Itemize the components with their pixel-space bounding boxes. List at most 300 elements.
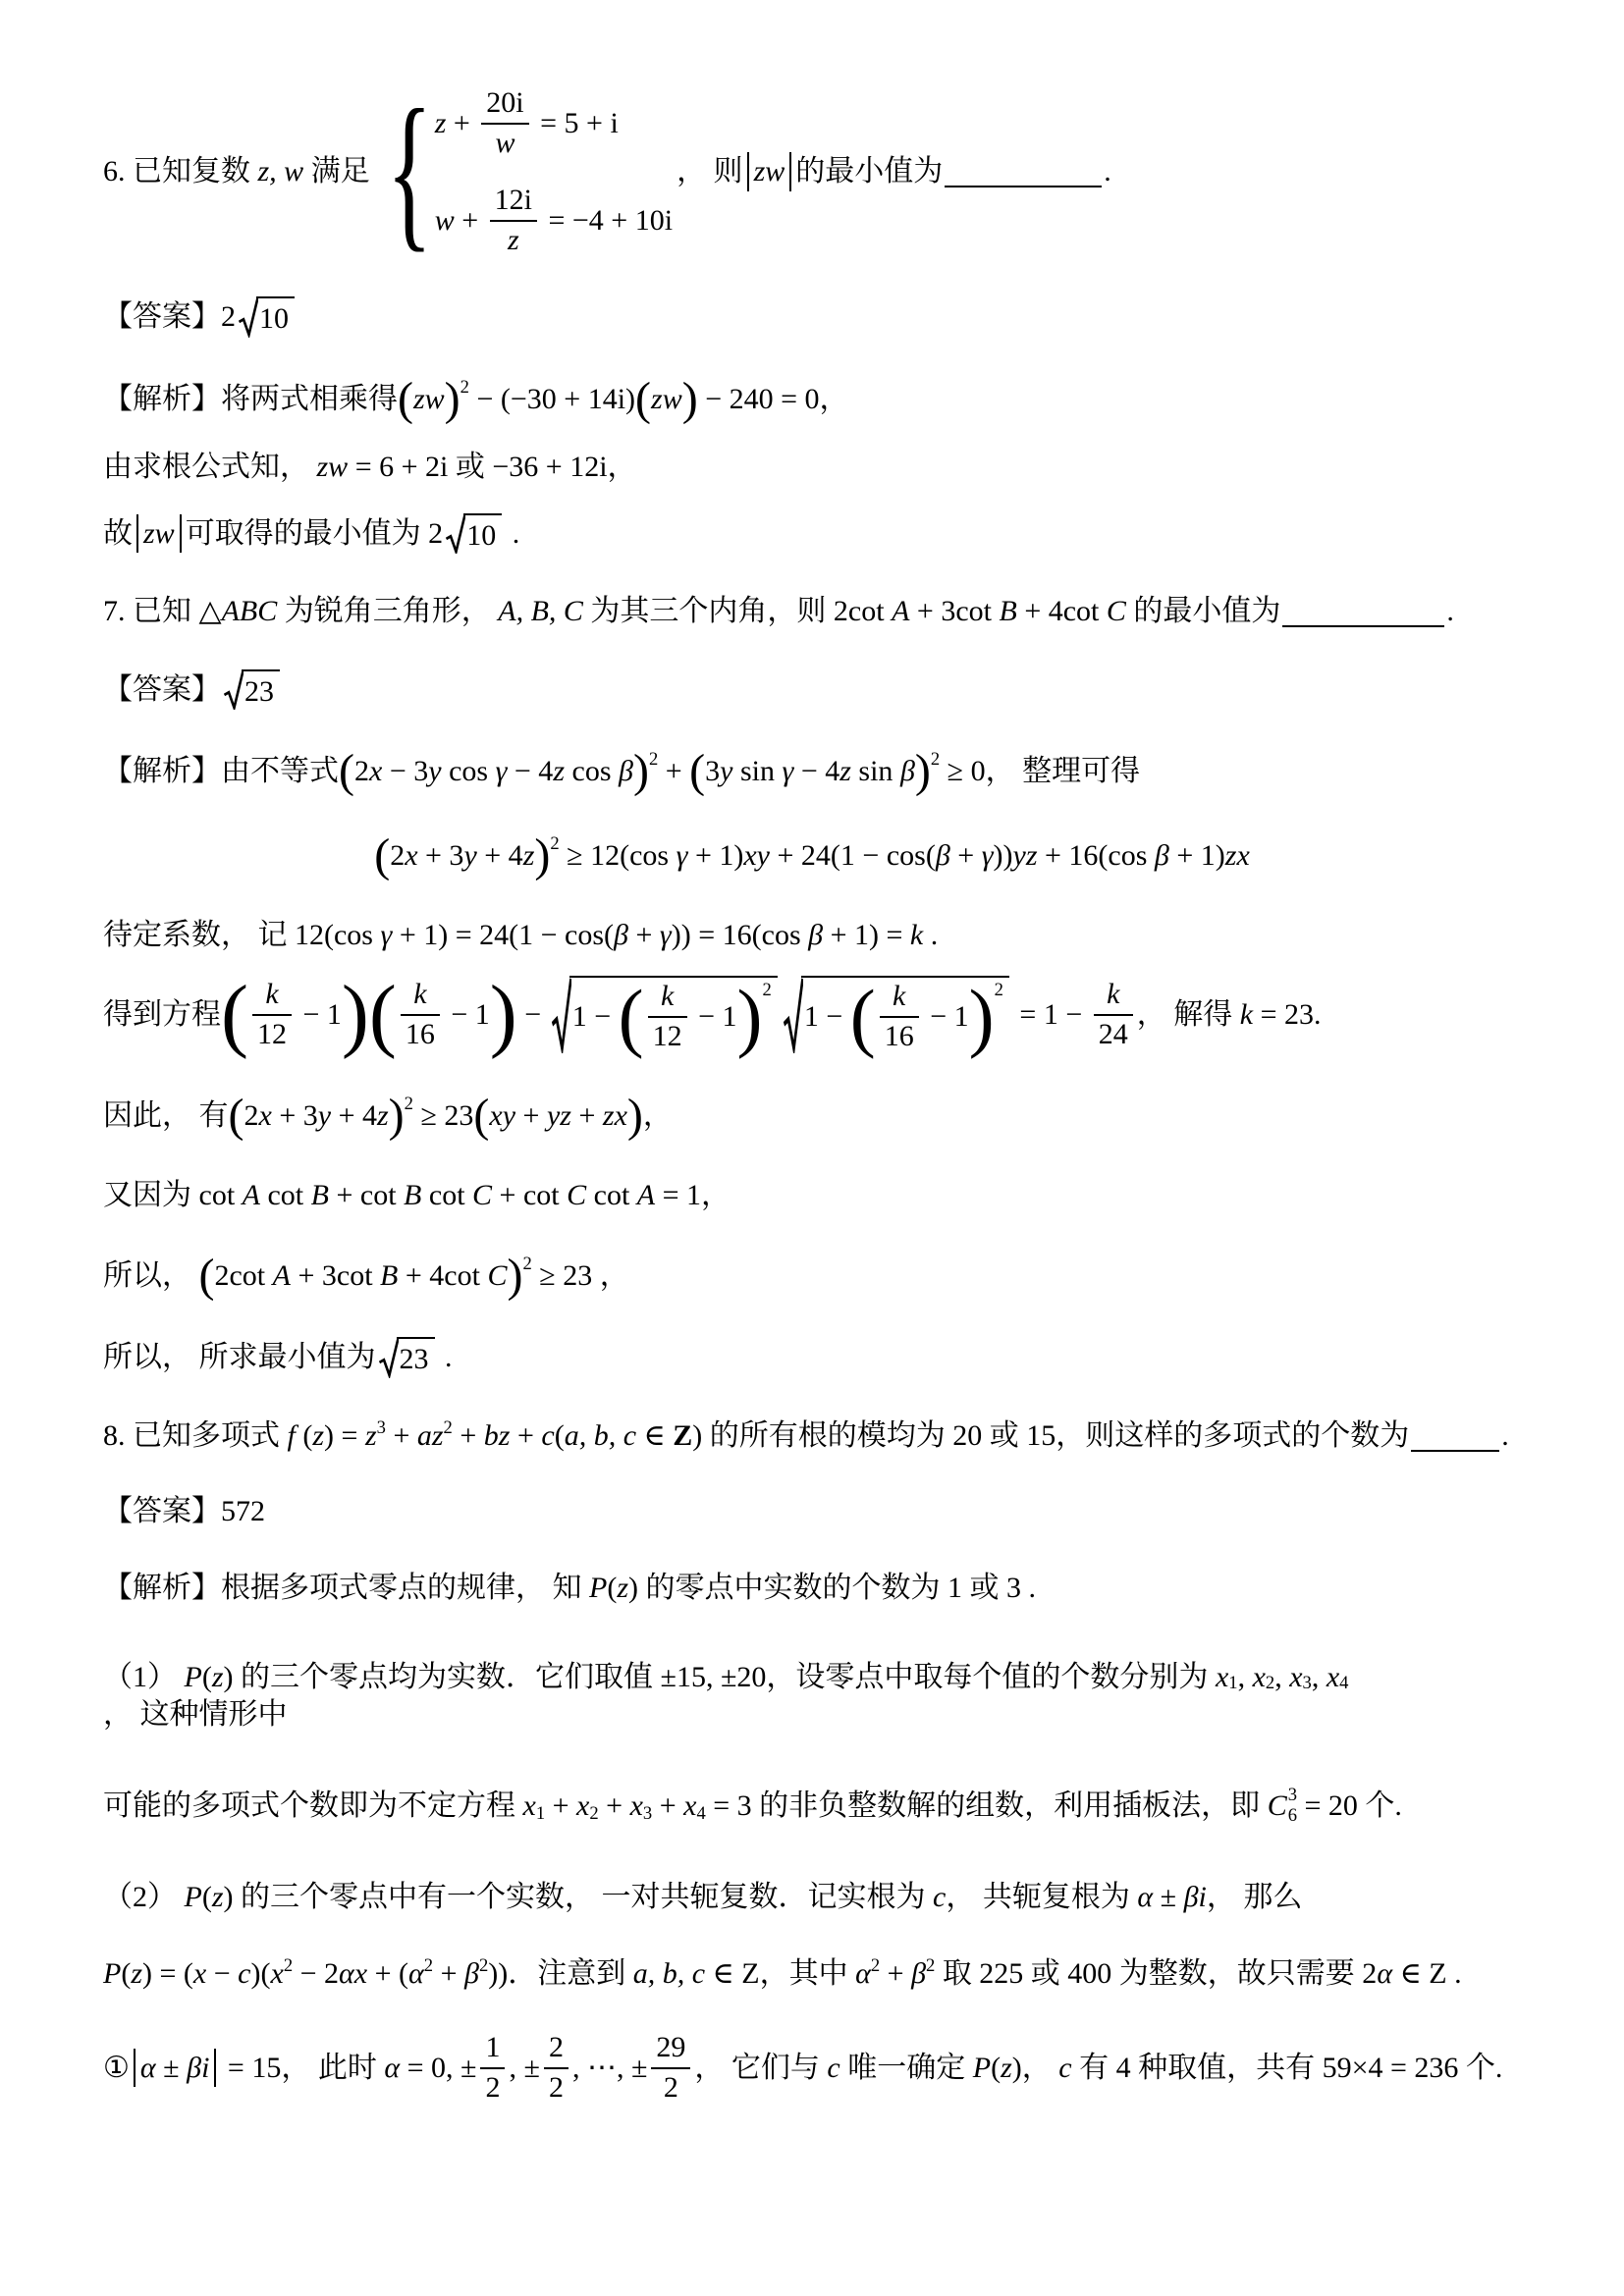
subscript: 1 (535, 1802, 546, 1824)
text: − 3 (382, 755, 429, 788)
text: 满足 (310, 155, 370, 188)
numerator (260, 978, 283, 1012)
text: + (545, 1789, 577, 1822)
left-paren: ( (368, 968, 397, 1060)
text: 2 (548, 2031, 564, 2064)
text: + 1) (1168, 838, 1225, 872)
right-paren: ) (736, 973, 763, 1059)
denominator (880, 1020, 919, 1054)
text: 待定系数， 记 12(cos (103, 919, 381, 952)
text: 的最小值为 (795, 155, 944, 188)
text: 12 (256, 1017, 287, 1050)
text: = 15， 此时 (220, 2051, 385, 2084)
text: + (515, 1098, 547, 1132)
text: 6. 已知复数 (103, 155, 250, 188)
math-variable: γ (659, 919, 672, 952)
abs-content (747, 152, 792, 191)
text: ， 解得 (1136, 997, 1240, 1031)
fraction (481, 86, 528, 160)
text: − (206, 1956, 239, 1990)
text: ≥ 23 ， (531, 1258, 629, 1292)
math-variable: α (855, 1956, 871, 1990)
math-variable: A (636, 1179, 656, 1212)
math-variable: z (434, 106, 447, 139)
superscript: 2 (994, 980, 1003, 1001)
text: . (437, 1341, 453, 1374)
text: + 1) = (823, 919, 910, 952)
text: 16 (405, 1017, 435, 1050)
subscript: 2 (589, 1802, 599, 1824)
radicand (569, 973, 778, 1059)
math-variable: B (999, 595, 1017, 628)
superscript: 2 (404, 1093, 413, 1114)
text: 【解析】将两式相乘得 (103, 382, 398, 415)
math-variable: z (507, 223, 519, 256)
math-variable: x (368, 755, 383, 788)
numerator (480, 2031, 505, 2065)
text: 23 (244, 674, 274, 708)
text: 所以， 所求最小值为 (103, 1341, 376, 1374)
math-variable: γ (380, 919, 393, 952)
system-equation-2 (435, 184, 673, 257)
subscript: 4 (696, 1802, 706, 1824)
math-variable: z (211, 1661, 224, 1694)
math-variable: w (434, 203, 455, 237)
left-paren: ( (228, 1089, 244, 1142)
text: = 1 − (1011, 997, 1090, 1031)
superscript: 2 (423, 1954, 434, 1976)
math-variable: B (380, 1258, 399, 1292)
text: cot (421, 1179, 473, 1212)
math-variable: β (1154, 838, 1169, 872)
math-variable: C (472, 1179, 493, 1212)
math-variable: yz (1012, 838, 1038, 872)
math-variable: B (310, 1179, 329, 1212)
math-variable: x (270, 1956, 284, 1990)
text: 12 (652, 1019, 682, 1052)
text: = 6 + 2i 或 −36 + 12i， (348, 451, 637, 484)
text: = 1， (655, 1179, 731, 1212)
text: + (949, 838, 982, 872)
solution-8-case-2-line-3 (103, 2031, 1521, 2105)
square-root (446, 513, 502, 555)
superscript: 2 (460, 376, 469, 398)
math-variable: A (242, 1179, 260, 1212)
absolute-value (747, 152, 792, 191)
math-variable: ABC (221, 595, 278, 628)
text: + (658, 755, 690, 788)
superscript: 2 (648, 749, 659, 771)
text: + ( (367, 1956, 409, 1990)
subscript: 3 (642, 1802, 653, 1824)
text: − 4 (507, 755, 554, 788)
equation-system (374, 75, 674, 268)
solution-8-line-1 (103, 1570, 1521, 1607)
text: = 23. (1253, 997, 1322, 1031)
text: , (1237, 1661, 1253, 1694)
denominator (659, 2071, 683, 2106)
math-variable: x (629, 1789, 643, 1822)
fraction-bar (481, 123, 528, 125)
superscript: 2 (522, 1253, 532, 1274)
superscript: 2 (870, 1954, 881, 1976)
text: + (652, 1789, 684, 1822)
right-paren: ) (968, 973, 995, 1059)
math-variable: z (131, 1956, 143, 1990)
left-paren: ( (398, 372, 413, 425)
text: 16 (884, 1019, 914, 1052)
right-paren: ) (632, 745, 649, 798)
numerator (656, 980, 678, 1014)
text: + (452, 1418, 484, 1452)
text: 3 (705, 755, 721, 788)
right-paren: ) (444, 372, 460, 425)
solution-7-line-8 (103, 1337, 1521, 1378)
radicand (242, 669, 280, 711)
right-paren: ) (507, 1249, 523, 1302)
text: )) = 16(cos (671, 919, 809, 952)
text: 2 (390, 838, 406, 872)
text: 2 (244, 1098, 259, 1132)
solution-7-line-7 (103, 1249, 1521, 1302)
fraction (1094, 978, 1133, 1051)
text: − 1 (922, 999, 969, 1033)
math-variable: C (1106, 595, 1126, 628)
text: ∈ (636, 1418, 674, 1452)
text: 【解析】由不等式 (103, 755, 339, 788)
math-variable: z (211, 1881, 224, 1914)
text: 12i (494, 184, 532, 216)
text: + 3cot (290, 1258, 381, 1292)
radicand (801, 973, 1009, 1059)
text: ， 它们与 (694, 2051, 828, 2084)
text: 2cot (214, 1258, 273, 1292)
math-variable: y (720, 755, 733, 788)
text: 由求根公式知， (103, 451, 317, 484)
math-variable: α (1137, 1881, 1154, 1914)
text: + 4 (476, 838, 523, 872)
radical-icon (224, 669, 244, 711)
denominator (544, 2071, 568, 2106)
text: 7. 已知 △ (103, 595, 222, 628)
math-variable: z (364, 1418, 377, 1452)
text: 取 225 或 400 为整数，故只需要 2 (935, 1956, 1378, 1990)
math-variable: c (827, 2051, 840, 2084)
text: 1 − (571, 999, 619, 1033)
math-variable: c (1058, 2051, 1072, 2084)
text: + 3 (417, 838, 464, 872)
text: 2 (663, 2070, 678, 2104)
text: ± (1153, 1881, 1184, 1914)
math-variable: y (317, 1098, 332, 1132)
fraction-bar (544, 2067, 568, 2069)
text: + 4cot (1016, 595, 1107, 628)
math-variable: x (258, 1098, 272, 1132)
left-paren: ( (221, 968, 248, 1060)
math-variable: y (463, 838, 477, 872)
fraction (252, 978, 292, 1051)
text: . (1104, 155, 1111, 188)
text: − 2 (293, 1956, 340, 1990)
text: ) 的三个零点中有一个实数， 一对共轭复数．记实根为 (223, 1881, 934, 1914)
math-variable: γ (981, 838, 994, 872)
fraction (651, 2031, 690, 2105)
text: 的最小值为 (1125, 595, 1281, 628)
superscript: 3 (1287, 1785, 1297, 1806)
math-variable: αx (339, 1956, 368, 1990)
math-variable: x (1326, 1661, 1340, 1694)
math-variable: y (428, 755, 442, 788)
math-variable: β (899, 755, 915, 788)
text: + cot (328, 1179, 405, 1212)
text: 24 (1098, 1017, 1128, 1050)
fraction (480, 2031, 505, 2105)
text: ， 这种情形中 (103, 1697, 288, 1731)
text: + 3 (271, 1098, 318, 1132)
text: 【解析】根据多项式零点的规律， 知 (103, 1571, 589, 1604)
math-variable: P (184, 1881, 202, 1914)
text: ( (991, 2051, 1001, 2084)
answer-8 (103, 1493, 1521, 1530)
math-variable: P (184, 1661, 202, 1694)
math-variable: P (589, 1571, 608, 1604)
text: 8. 已知多项式 (103, 1418, 288, 1452)
radical-icon (379, 1337, 399, 1378)
text: + (880, 1956, 912, 1990)
answer-7 (103, 669, 1521, 711)
math-variable: βi (1183, 1881, 1207, 1914)
math-variable: k (909, 919, 924, 952)
text: ， 那么 (1206, 1881, 1303, 1914)
text: , ± (509, 2051, 540, 2084)
text: 2 (548, 2070, 564, 2104)
math-variable: C (1267, 1789, 1287, 1822)
math-variable: c (933, 1881, 947, 1914)
superscript: 2 (550, 832, 560, 854)
math-variable: β (614, 919, 628, 952)
text: 【答案】2 (103, 300, 236, 333)
numerator (651, 2031, 690, 2065)
text: 1 (485, 2031, 501, 2064)
math-variable: z (522, 838, 535, 872)
text: − 4 (793, 755, 840, 788)
superscript: 2 (283, 1954, 294, 1976)
text: 2 (485, 2070, 501, 2104)
text: 23 (399, 1343, 429, 1376)
numerator (888, 980, 910, 1014)
fraction (401, 978, 440, 1051)
text: = −4 + 10i (540, 203, 674, 237)
fraction-bar (252, 1014, 292, 1016)
math-variable: f (287, 1418, 296, 1452)
text: ， (642, 1098, 673, 1132)
problem-6-statement (103, 75, 1521, 268)
math-variable: zx (602, 1098, 627, 1132)
text: ))．注意到 (488, 1956, 633, 1990)
fraction (490, 184, 537, 257)
math-variable: z (617, 1571, 629, 1604)
text: − (−30 + 14i) (468, 382, 636, 415)
text: ， 则 (677, 155, 743, 188)
text: − (516, 997, 549, 1031)
text: ) 的零点中实数的个数为 1 或 3 . (628, 1571, 1037, 1604)
system-rows (435, 86, 673, 257)
text: + 3cot (909, 595, 1000, 628)
fraction-bar (1094, 1014, 1133, 1016)
text: ( (201, 1881, 212, 1914)
left-paren: ( (473, 1089, 490, 1142)
solution-7-line-6 (103, 1177, 1521, 1214)
left-paren: ( (374, 828, 391, 881)
text: + 4 (331, 1098, 377, 1132)
text: )) (993, 838, 1013, 872)
superscript: 2 (930, 749, 941, 771)
text: ① (103, 2051, 130, 2084)
math-variable: k (265, 978, 279, 1011)
math-variable: x (405, 838, 418, 872)
math-variable: zw (651, 382, 682, 415)
text: cot (586, 1179, 637, 1212)
left-paren: ( (635, 372, 652, 425)
fraction (648, 980, 687, 1053)
text: 10 (466, 518, 497, 552)
text: ) = (324, 1418, 365, 1452)
text: , ⋯, ± (571, 2051, 648, 2084)
subscript: 2 (1265, 1673, 1275, 1694)
math-variable: x (576, 1789, 590, 1822)
superscript: 2 (478, 1954, 489, 1976)
text: 得到方程 (103, 997, 221, 1031)
math-variable: x (683, 1789, 697, 1822)
solution-7-line-5 (103, 1089, 1521, 1142)
fraction-bar (490, 220, 537, 222)
math-variable: B (404, 1179, 422, 1212)
text: − 1 (443, 997, 490, 1031)
square-root (784, 973, 1009, 1059)
math-variable: A, B, C (498, 595, 583, 628)
text: , (1311, 1661, 1326, 1694)
text: . (505, 516, 520, 550)
abs-content (136, 514, 182, 554)
math-variable: α (1377, 1956, 1393, 1990)
left-paren: ( (849, 973, 876, 1059)
solution-7-equation-line (103, 968, 1521, 1060)
numerator (490, 184, 537, 218)
text: + (454, 203, 486, 237)
solution-8-case-1-line-1 (103, 1659, 1521, 1733)
math-variable: α (139, 2051, 156, 2084)
radical-icon (784, 976, 803, 1053)
system-equation-1 (435, 86, 673, 160)
text: + 4cot (398, 1258, 488, 1292)
solution-8-case-2-line-1 (103, 1879, 1521, 1916)
text: 1 − (803, 999, 850, 1033)
solution-6-line-3 (103, 513, 1521, 555)
answer-blank (1282, 625, 1444, 627)
answer-6 (103, 296, 1521, 338)
math-variable: zw (143, 516, 175, 550)
text: ∈ Z . (1392, 1956, 1462, 1990)
text: 【答案】 (103, 672, 221, 706)
text: cos (441, 755, 496, 788)
math-variable: bz (483, 1418, 511, 1452)
radicand (256, 296, 295, 338)
text: （2） (103, 1881, 185, 1914)
text: cot (259, 1179, 311, 1212)
text: 为其三个内角，则 2cot (582, 595, 893, 628)
math-variable: β (619, 755, 633, 788)
text: − 1 (295, 997, 342, 1031)
math-variable: z (839, 755, 851, 788)
denominator (1094, 1018, 1133, 1052)
math-variable: α (408, 1956, 424, 1990)
text: )( (250, 1956, 271, 1990)
math-variable: w (495, 126, 515, 159)
math-variable: βi (187, 2051, 210, 2084)
left-paren: ( (618, 973, 644, 1059)
bold-symbol: Z (673, 1418, 693, 1452)
text: − 1 (690, 999, 737, 1033)
math-variable: x (1252, 1661, 1266, 1694)
text: sin (732, 755, 783, 788)
math-variable: x (192, 1956, 207, 1990)
text: + (598, 1789, 630, 1822)
text: + (433, 1956, 464, 1990)
math-variable: z, w (250, 155, 311, 188)
text: 10 (259, 302, 289, 335)
text: 可能的多项式个数即为不定方程 (103, 1789, 523, 1822)
fraction (544, 2031, 568, 2105)
text: + 16(cos (1037, 838, 1155, 872)
text: 可取得的最小值为 2 (185, 516, 444, 550)
square-root (552, 973, 778, 1059)
text: ， 共轭复根为 (946, 1881, 1138, 1914)
square-root (379, 1337, 435, 1378)
math-variable: β (911, 1956, 927, 1990)
text: 29 (656, 2031, 686, 2064)
text: + (570, 1098, 603, 1132)
text: ) = ( (142, 1956, 193, 1990)
radicand (397, 1337, 435, 1378)
right-paren: ) (534, 828, 551, 881)
math-variable: x (522, 1789, 536, 1822)
text: + (627, 919, 660, 952)
math-variable: k (893, 980, 906, 1013)
text: 有 4 种取值，共有 59×4 = 236 个. (1071, 2051, 1503, 2084)
denominator (252, 1018, 292, 1052)
math-variable: x (1215, 1661, 1229, 1694)
math-variable: k (1239, 997, 1254, 1031)
solution-8-case-1-line-2 (103, 1786, 1521, 1826)
math-variable: A (892, 595, 910, 628)
square-root (239, 296, 295, 338)
subscript: 1 (1228, 1673, 1238, 1694)
fraction-bar (401, 1014, 440, 1016)
radicand (463, 513, 502, 555)
text: , (1274, 1661, 1290, 1694)
math-variable: C (567, 1179, 587, 1212)
fraction-bar (648, 1016, 687, 1018)
subscript: 3 (1302, 1673, 1312, 1694)
solution-7-line-3 (103, 917, 1521, 954)
text: 故 (103, 516, 133, 550)
text: + cot (492, 1179, 568, 1212)
text: + (385, 1418, 417, 1452)
math-variable: zw (412, 382, 445, 415)
left-paren: ( (339, 745, 354, 798)
numerator (1102, 978, 1124, 1012)
text: ± (155, 2051, 188, 2084)
